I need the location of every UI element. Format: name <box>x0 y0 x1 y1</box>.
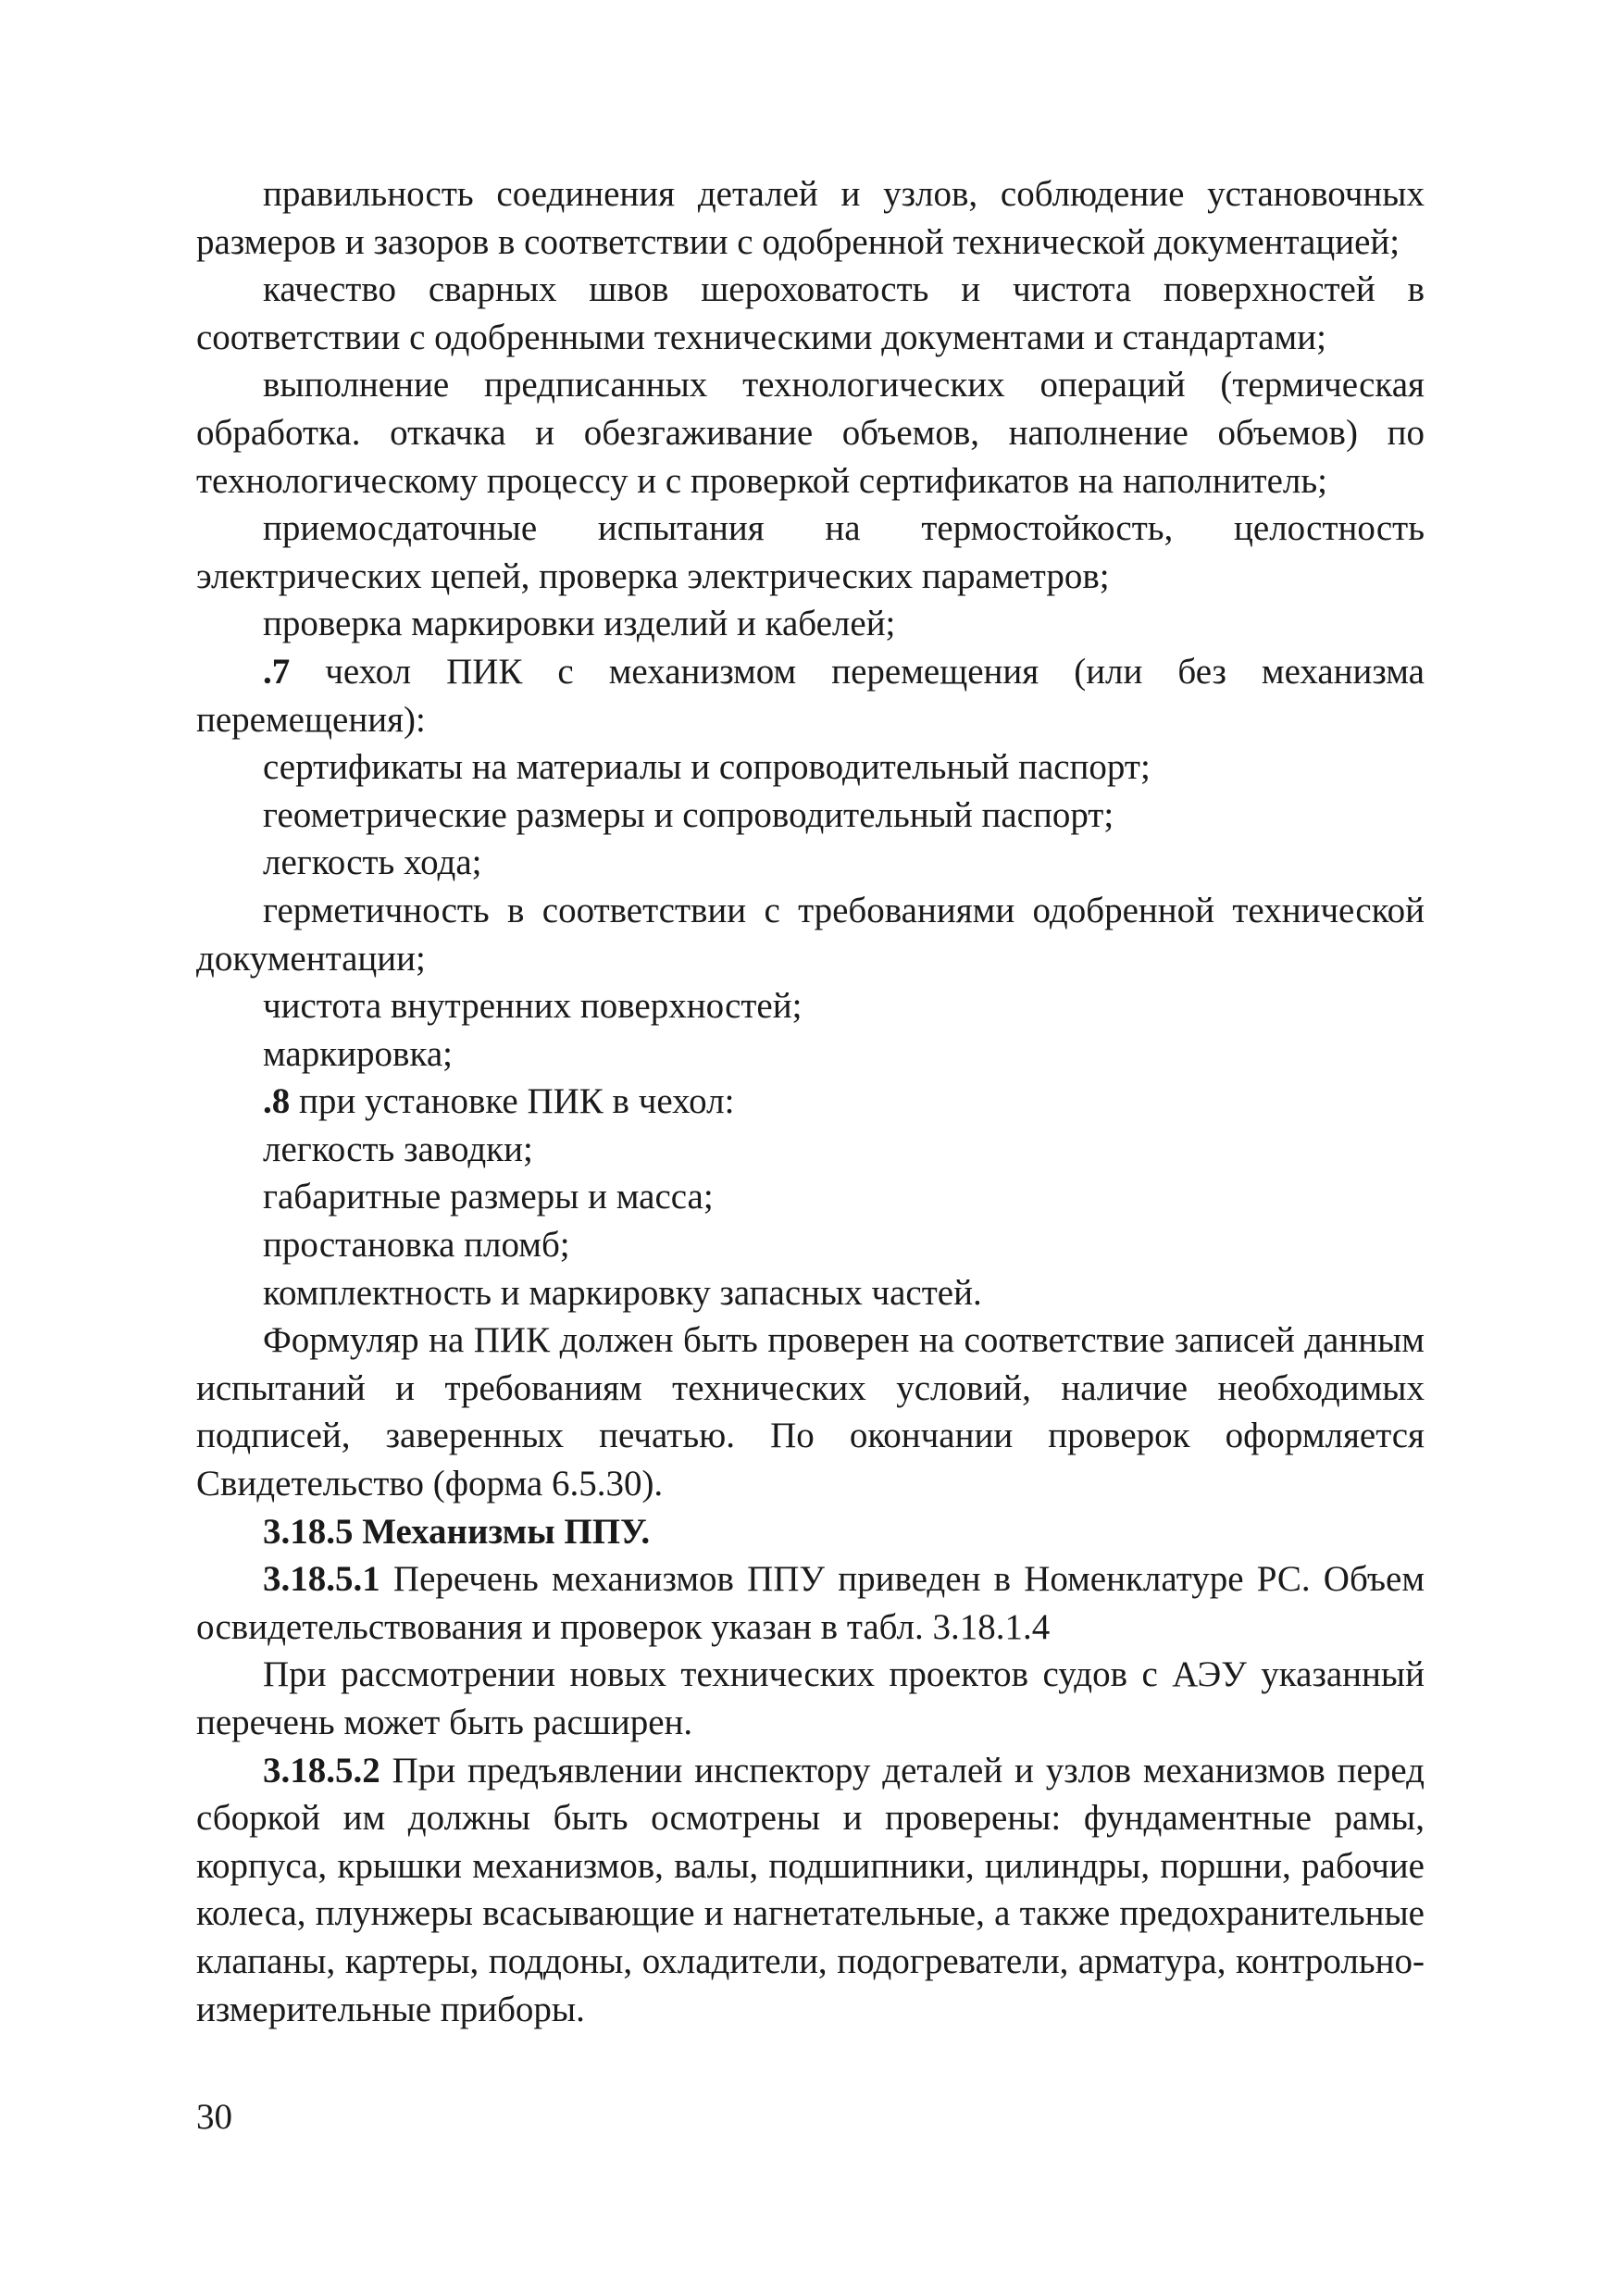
paragraph-8 <box>196 792 1425 840</box>
paragraph-1 <box>196 170 1425 266</box>
paragraph-21 <box>196 1651 1425 1746</box>
paragraph-16 <box>196 1221 1425 1269</box>
paragraph-10 <box>196 887 1425 982</box>
paragraph-text: комплектность и маркировку запасных частей. <box>263 1272 982 1313</box>
paragraph-text: геометрические размеры и сопроводительный паспорт; <box>263 794 1114 835</box>
page-number: 30 <box>196 2097 232 2137</box>
paragraph-2 <box>196 266 1425 361</box>
paragraph-text: При рассмотрении новых технических проектов судов с АЭУ указанный перечень может быть расширен. <box>196 1654 1425 1742</box>
paragraph-14 <box>196 1126 1425 1174</box>
paragraph-text: маркировка; <box>263 1033 453 1074</box>
page-body <box>196 170 1425 2033</box>
item-number: 3.18.5.2 <box>263 1750 380 1791</box>
paragraph-text: при установке ПИК в чехол: <box>290 1081 735 1122</box>
paragraph-text: легкость хода; <box>263 842 482 883</box>
paragraph-9 <box>196 839 1425 887</box>
paragraph-5 <box>196 600 1425 648</box>
section-heading <box>196 1508 1425 1556</box>
paragraph-text: Перечень механизмов ППУ приведен в Номенклатуре РС. Объем освидетельствования и проверок указан в табл. 3.18.1.4 <box>196 1559 1425 1647</box>
paragraph-20 <box>196 1555 1425 1651</box>
item-number: .7 <box>263 651 291 692</box>
paragraph-22 <box>196 1747 1425 2034</box>
paragraph-text: качество сварных швов шероховатость и чистота поверхностей в соответствии с одобренными техническими документами и стандартами; <box>196 269 1425 357</box>
paragraph-text: правильность соединения деталей и узлов, соблюдение установочных размеров и зазоров в соответствии с одобренной технической документацией; <box>196 174 1425 262</box>
item-number: .8 <box>263 1081 291 1122</box>
paragraph-text: проверка маркировки изделий и кабелей; <box>263 604 896 644</box>
paragraph-17 <box>196 1269 1425 1317</box>
paragraph-13 <box>196 1078 1425 1126</box>
paragraph-12 <box>196 1030 1425 1079</box>
paragraph-7 <box>196 743 1425 792</box>
paragraph-text: чехол ПИК с механизмом перемещения (или без механизма перемещения): <box>196 651 1425 740</box>
paragraph-4 <box>196 505 1425 600</box>
paragraph-text: герметичность в соответствии с требованиями одобренной технической документации; <box>196 890 1425 979</box>
paragraph-text: габаритные размеры и масса; <box>263 1177 714 1217</box>
paragraph-6 <box>196 648 1425 743</box>
paragraph-text: сертификаты на материалы и сопроводительный паспорт; <box>263 747 1151 788</box>
paragraph-text: чистота внутренних поверхностей; <box>263 986 803 1027</box>
paragraph-text: приемосдаточные испытания на термостойкость, целостность электрических цепей, проверка электрических параметров; <box>196 508 1425 596</box>
paragraph-11 <box>196 982 1425 1030</box>
paragraph-text: простановка пломб; <box>263 1225 570 1266</box>
paragraph-text: При предъявлении инспектору деталей и узлов механизмов перед сборкой им должны быть осмотрены и проверены: фундаментные рамы, корпуса, крышки механизмов, валы, подшипники, цилиндры, поршни, рабочие колеса, плунжеры всасывающие и нагнетательные, а также предохранительные клапаны, картеры, поддоны, охладители, подогреватели, арматура, контрольно-измерительные приборы. <box>196 1750 1425 2029</box>
paragraph-15 <box>196 1173 1425 1221</box>
paragraph-text: выполнение предписанных технологических операций (термическая обработка. откачка и обезгаживание объемов, наполнение объемов) по технологическому процессу и с проверкой сертификатов на наполнитель; <box>196 365 1425 501</box>
item-number: 3.18.5.1 <box>263 1559 380 1600</box>
paragraph-text: легкость заводки; <box>263 1129 533 1169</box>
paragraph-text: Формуляр на ПИК должен быть проверен на соответствие записей данным испытаний и требованиям технических условий, наличие необходимых подписей, заверенных печатью. По окончании проверок оформляется Свидетельство (форма 6.5.30). <box>196 1320 1425 1504</box>
section-heading-text: 3.18.5 Механизмы ППУ. <box>263 1511 651 1552</box>
paragraph-3 <box>196 361 1425 505</box>
paragraph-18 <box>196 1316 1425 1507</box>
